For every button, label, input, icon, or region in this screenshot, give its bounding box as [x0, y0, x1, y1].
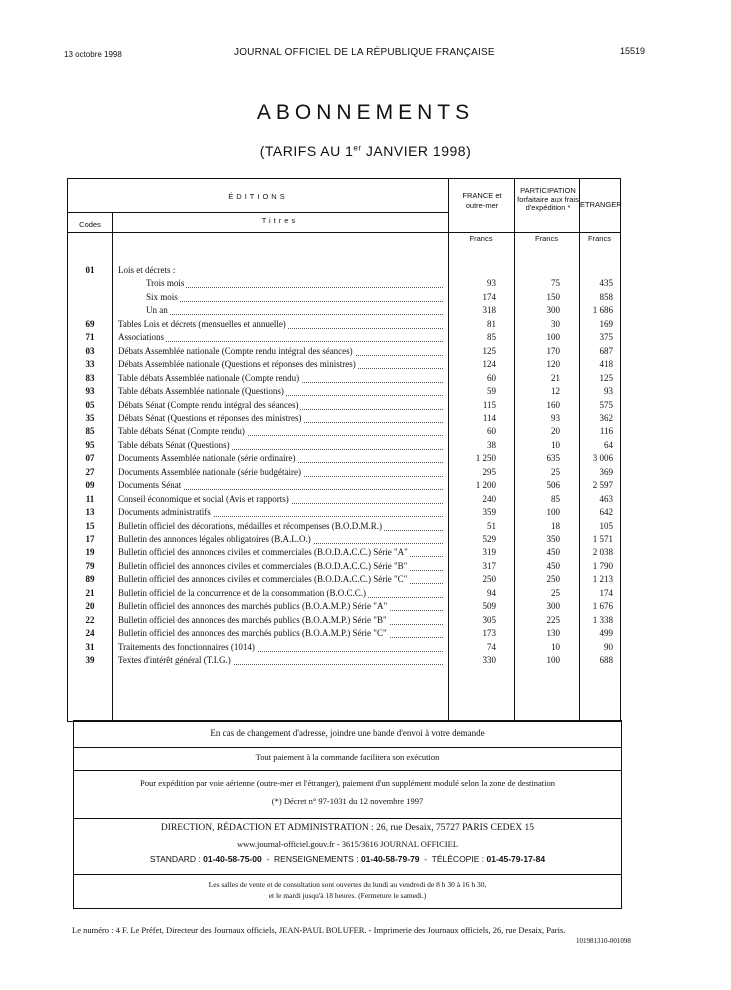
row-france-price: 93 [487, 278, 496, 289]
row-participation-price: 100 [546, 332, 560, 343]
row-etranger-price: 3 006 [592, 453, 613, 464]
table-row [68, 467, 620, 480]
row-etranger-price: 2 038 [592, 547, 613, 558]
row-participation-price: 350 [546, 534, 560, 544]
row-title: Documents Assemblée nationale (série ordinaire) [118, 453, 296, 464]
row-code: 01 [85, 265, 95, 275]
row-participation-price: 300 [546, 305, 560, 316]
editions-heading: ÉDITIONS [228, 192, 288, 201]
row-code: 24 [85, 628, 95, 639]
row-etranger-price: 125 [599, 372, 613, 383]
hours-line1: Les salles de vente et de consultation sont ouvertes du lundi au vendredi de 8 h 30 à 16 h 30, [208, 880, 487, 889]
row-france-price: 173 [482, 628, 496, 639]
table-row [68, 346, 620, 359]
row-code: 21 [85, 587, 95, 598]
row-title: Lois et décrets : [118, 265, 176, 275]
table-row [68, 426, 620, 439]
row-title-cell [118, 373, 441, 383]
row-france-price: 1 250 [475, 453, 496, 464]
row-etranger-price: 418 [599, 359, 613, 370]
row-etranger-price: 1 338 [592, 614, 613, 625]
table-row [68, 319, 620, 332]
france-heading: FRANCE et outre-mer [462, 191, 502, 210]
footer-reference: 101981310-001098 [576, 937, 631, 945]
row-title-cell [118, 386, 441, 396]
participation-unit: Francs [535, 234, 558, 243]
row-participation-price: 160 [546, 399, 560, 410]
tariff-table [67, 178, 621, 722]
table-row [68, 292, 620, 305]
table-row [68, 628, 620, 641]
renseignements-label: RENSEIGNEMENTS : [274, 854, 359, 864]
row-france-price: 529 [482, 534, 496, 544]
row-title-cell [118, 359, 441, 369]
row-title-cell [118, 615, 441, 625]
row-participation-price: 300 [546, 601, 560, 612]
row-title: Débats Sénat (Questions et réponses des ministres) [118, 412, 302, 423]
row-france-price: 51 [487, 520, 496, 531]
row-etranger-price: 575 [599, 399, 613, 410]
row-title: Tables Lois et décrets (mensuelles et annuelle) [118, 318, 286, 329]
payment-box [73, 746, 622, 771]
editions-divider [68, 212, 448, 213]
address-change-box [73, 720, 622, 748]
row-title-cell [118, 507, 441, 517]
row-etranger-price: 1 213 [592, 574, 613, 585]
row-participation-price: 635 [546, 453, 560, 464]
page-subtitle [0, 143, 731, 159]
row-france-price: 38 [487, 439, 496, 450]
row-title: Table débats Assemblée nationale (Questions) [118, 386, 284, 397]
row-title: Traitements des fonctionnaires (1014) [118, 641, 255, 652]
table-row [68, 265, 620, 278]
direction-box [73, 818, 622, 875]
row-participation-price: 10 [551, 439, 560, 450]
row-france-price: 240 [482, 493, 496, 504]
participation-heading: PARTICIPATION forfaitaire aux frais d'expédition * [517, 186, 579, 212]
row-title: Débats Sénat (Compte rendu intégral des séances) [118, 399, 299, 410]
row-participation-price: 12 [551, 386, 560, 397]
row-participation-price: 18 [551, 520, 560, 531]
table-row [68, 413, 620, 426]
row-title-cell [118, 655, 441, 665]
row-etranger-price: 2 597 [592, 480, 613, 491]
row-participation-price: 30 [551, 318, 560, 329]
row-etranger-price: 858 [599, 291, 613, 302]
row-etranger-price: 1 571 [592, 534, 613, 544]
row-code: 11 [85, 493, 95, 504]
row-etranger-price: 64 [604, 439, 613, 450]
row-title-cell [118, 440, 441, 450]
row-code: 39 [85, 655, 95, 666]
row-title: Bulletin officiel des annonces des marchés publics (B.O.A.M.P.) Série "A" [118, 601, 388, 612]
row-participation-price: 506 [546, 480, 560, 491]
row-title-cell [118, 642, 441, 652]
row-title: Documents administratifs [118, 507, 211, 518]
row-title-cell [118, 453, 441, 463]
row-title: Bulletin officiel des annonces des marchés publics (B.O.A.M.P.) Série "C" [118, 628, 387, 639]
table-row [68, 386, 620, 399]
table-row [68, 574, 620, 587]
row-france-price: 60 [487, 372, 496, 383]
air-box [73, 770, 622, 819]
telecopie-label: TÉLÉCOPIE : [431, 854, 485, 864]
row-title: Associations [118, 332, 164, 343]
row-title-cell [118, 534, 441, 544]
row-etranger-price: 687 [599, 345, 613, 356]
row-title-cell [146, 292, 441, 302]
row-code: 09 [85, 480, 95, 491]
row-france-price: 85 [487, 332, 496, 343]
table-row [68, 521, 620, 534]
row-france-price: 330 [482, 655, 496, 666]
subtitle-pre: (TARIFS AU 1 [259, 143, 354, 159]
row-france-price: 74 [487, 641, 496, 652]
row-title-cell [118, 413, 441, 423]
row-etranger-price: 1 676 [592, 601, 613, 612]
row-title-cell [118, 346, 441, 356]
row-title-cell [118, 574, 441, 584]
row-title-cell [118, 332, 441, 342]
row-participation-price: 225 [546, 614, 560, 625]
row-etranger-price: 1 686 [592, 305, 613, 316]
table-row [68, 278, 620, 291]
payment-note: Tout paiement à la commande facilitera son exécution [255, 752, 440, 762]
row-title-cell [118, 588, 441, 598]
row-title: Textes d'intérêt général (T.I.G.) [118, 655, 231, 666]
row-title: Conseil économique et social (Avis et rapports) [118, 493, 289, 504]
row-title: Bulletin officiel des annonces civiles et commerciales (B.O.D.A.C.C.) Série "A" [118, 547, 408, 558]
row-title-cell [118, 265, 441, 275]
row-france-price: 115 [482, 399, 496, 410]
header-page-number: 15519 [620, 46, 646, 56]
row-france-price: 59 [487, 386, 496, 397]
table-row [68, 440, 620, 453]
row-etranger-price: 688 [599, 655, 613, 666]
table-row [68, 480, 620, 493]
row-participation-price: 25 [551, 587, 560, 598]
row-code: 20 [85, 601, 95, 612]
row-france-price: 81 [487, 318, 496, 329]
row-code: 05 [85, 399, 95, 410]
table-row [68, 534, 620, 547]
row-title-cell [118, 628, 441, 638]
row-title-cell [118, 400, 441, 410]
row-title-cell [118, 426, 441, 436]
row-code: 79 [85, 560, 95, 571]
row-etranger-price: 93 [604, 386, 613, 397]
titres-heading: Titres [261, 216, 299, 225]
hours-line2: et le mardi jusqu'à 18 heures. (Fermeture le samedi.) [268, 891, 427, 900]
row-code: 89 [85, 574, 95, 585]
row-title: Débats Assemblée nationale (Questions et réponses des ministres) [118, 359, 356, 370]
row-participation-price: 75 [551, 278, 560, 289]
table-row [68, 305, 620, 318]
row-title-cell [118, 561, 441, 571]
row-code: 19 [85, 547, 95, 558]
header-journal-title: JOURNAL OFFICIEL DE LA RÉPUBLIQUE FRANÇAISE [234, 47, 495, 58]
row-participation-price: 100 [546, 655, 560, 666]
row-etranger-price: 1 790 [592, 560, 613, 571]
row-participation-price: 450 [546, 560, 560, 571]
row-code: 93 [85, 386, 95, 397]
table-row [68, 547, 620, 560]
table-row [68, 601, 620, 614]
air-note: Pour expédition par voie aérienne (outre-mer et l'étranger), paiement d'un supplément modulé selon la zone de destination [140, 778, 555, 788]
row-etranger-price: 174 [599, 587, 613, 598]
row-france-price: 305 [482, 614, 496, 625]
row-title: Trois mois [146, 278, 185, 289]
row-france-price: 124 [482, 359, 496, 370]
footer-text: Le numéro : 4 F. Le Préfet, Directeur des Journaux officiels, JEAN-PAUL BOLUFER. - Imprimerie des Journaux officiels, 26, rue Desaix, Paris. [72, 925, 566, 935]
codes-heading: Codes [79, 220, 101, 229]
table-row [68, 642, 620, 655]
table-row [68, 507, 620, 520]
row-title-cell [118, 319, 441, 329]
row-title-cell [146, 305, 441, 315]
row-etranger-price: 435 [599, 278, 613, 289]
row-france-price: 114 [482, 412, 496, 423]
row-france-price: 174 [482, 291, 496, 302]
row-code: 33 [85, 359, 95, 370]
row-france-price: 1 200 [475, 480, 496, 491]
subtitle-post: JANVIER 1998) [361, 143, 472, 159]
row-title: Bulletin officiel des décorations, médailles et récompenses (B.O.D.M.R.) [118, 520, 383, 531]
row-code: 07 [85, 453, 95, 464]
etranger-heading: ETRANGER [580, 200, 622, 209]
row-france-price: 359 [482, 507, 496, 518]
row-title: Documents Assemblée nationale (série budgétaire) [118, 466, 301, 477]
row-participation-price: 170 [546, 345, 560, 356]
row-title: Table débats Assemblée nationale (Compte rendu) [118, 372, 300, 383]
row-etranger-price: 369 [599, 466, 613, 477]
row-etranger-price: 375 [599, 332, 613, 343]
row-participation-price: 85 [551, 493, 560, 504]
row-code: 27 [85, 466, 95, 477]
row-title-cell [146, 278, 441, 288]
table-row [68, 453, 620, 466]
row-title: Table débats Sénat (Questions) [118, 439, 230, 450]
row-etranger-price: 169 [599, 318, 613, 329]
row-code: 15 [85, 520, 95, 531]
row-participation-price: 20 [551, 426, 560, 437]
table-row [68, 494, 620, 507]
row-title: Table débats Sénat (Compte rendu) [118, 426, 245, 437]
row-participation-price: 250 [546, 574, 560, 585]
row-title: Bulletin des annonces légales obligatoires (B.A.L.O.) [118, 534, 311, 544]
address-change-note: En cas de changement d'adresse, joindre une bande d'envoi à votre demande [210, 728, 485, 738]
row-code: 22 [85, 614, 95, 625]
row-title: Bulletin officiel des annonces des marchés publics (B.O.A.M.P.) Série "B" [118, 614, 387, 625]
row-code: 35 [85, 412, 95, 423]
row-france-price: 94 [487, 587, 496, 598]
row-title: Bulletin officiel des annonces civiles et commerciales (B.O.D.A.C.C.) Série "C" [118, 574, 408, 585]
row-participation-price: 100 [546, 507, 560, 518]
row-code: 03 [85, 345, 95, 356]
standard-label: STANDARD : [149, 854, 201, 864]
telecopie-number: 01-45-79-17-84 [486, 854, 546, 864]
row-title-cell [118, 521, 441, 531]
table-row [68, 561, 620, 574]
row-title: Bulletin officiel des annonces civiles et commerciales (B.O.D.A.C.C.) Série "B" [118, 560, 408, 571]
row-title-cell [118, 467, 441, 477]
row-etranger-price: 90 [604, 641, 613, 652]
row-code: 69 [85, 318, 95, 329]
row-participation-price: 25 [551, 466, 560, 477]
row-code: 31 [85, 641, 95, 652]
row-title: Bulletin officiel de la concurrence et de la consommation (B.O.C.C.) [118, 587, 367, 598]
header-date: 13 octobre 1998 [64, 50, 122, 59]
table-row [68, 655, 620, 668]
etranger-unit: Francs [588, 234, 611, 243]
page-title: ABONNEMENTS [256, 101, 475, 124]
row-france-price: 317 [482, 560, 496, 571]
hours-box [73, 874, 622, 909]
table-row [68, 359, 620, 372]
row-title-cell [118, 601, 441, 611]
contact-line: STANDARD : 01-40-58-75-00 - RENSEIGNEMENTS : 01-40-58-79-79 - TÉLÉCOPIE : 01-45-79-17-84 [149, 854, 546, 864]
row-code: 83 [85, 372, 95, 383]
subtitle-sup: er [353, 143, 362, 153]
table-row [68, 588, 620, 601]
direction-line1: DIRECTION, RÉDACTION ET ADMINISTRATION : 26, rue Desaix, 75727 PARIS CEDEX 15 [160, 823, 535, 833]
row-title-cell [118, 494, 441, 504]
row-participation-price: 150 [546, 291, 560, 302]
row-france-price: 250 [482, 574, 496, 585]
row-code: 85 [85, 426, 95, 437]
row-participation-price: 130 [546, 628, 560, 639]
row-etranger-price: 116 [599, 426, 613, 437]
row-france-price: 60 [487, 426, 496, 437]
row-title-cell [118, 547, 441, 557]
table-row [68, 615, 620, 628]
row-etranger-price: 499 [599, 628, 613, 639]
row-title: Un an [146, 305, 168, 316]
row-etranger-price: 362 [599, 412, 613, 423]
row-title-cell [118, 480, 441, 490]
row-etranger-price: 463 [599, 493, 613, 504]
france-unit: Francs [469, 234, 493, 243]
row-participation-price: 21 [551, 372, 560, 383]
row-participation-price: 10 [551, 641, 560, 652]
table-row [68, 373, 620, 386]
row-france-price: 125 [482, 345, 496, 356]
row-code: 13 [85, 507, 95, 518]
table-row [68, 332, 620, 345]
row-france-price: 295 [482, 466, 496, 477]
standard-number: 01-40-58-75-00 [203, 854, 262, 864]
row-france-price: 509 [482, 601, 496, 612]
row-code: 17 [85, 534, 95, 544]
decree-note: (*) Décret n° 97-1031 du 12 novembre 1997 [271, 796, 424, 806]
row-title: Six mois [146, 291, 178, 302]
row-participation-price: 93 [551, 412, 560, 423]
row-etranger-price: 642 [599, 507, 613, 518]
header-divider [68, 232, 620, 233]
row-title: Documents Sénat [118, 480, 182, 491]
row-etranger-price: 105 [599, 520, 613, 531]
row-participation-price: 450 [546, 547, 560, 558]
row-code: 71 [85, 332, 95, 343]
row-title: Débats Assemblée nationale (Compte rendu intégral des séances) [118, 345, 353, 356]
direction-line2: www.journal-officiel.gouv.fr - 3615/3616 JOURNAL OFFICIEL [236, 839, 459, 849]
row-participation-price: 120 [546, 359, 560, 370]
renseignements-number: 01-40-58-79-79 [360, 854, 420, 864]
row-france-price: 319 [482, 547, 496, 558]
table-row [68, 400, 620, 413]
row-code: 95 [85, 439, 95, 450]
row-france-price: 318 [482, 305, 496, 316]
